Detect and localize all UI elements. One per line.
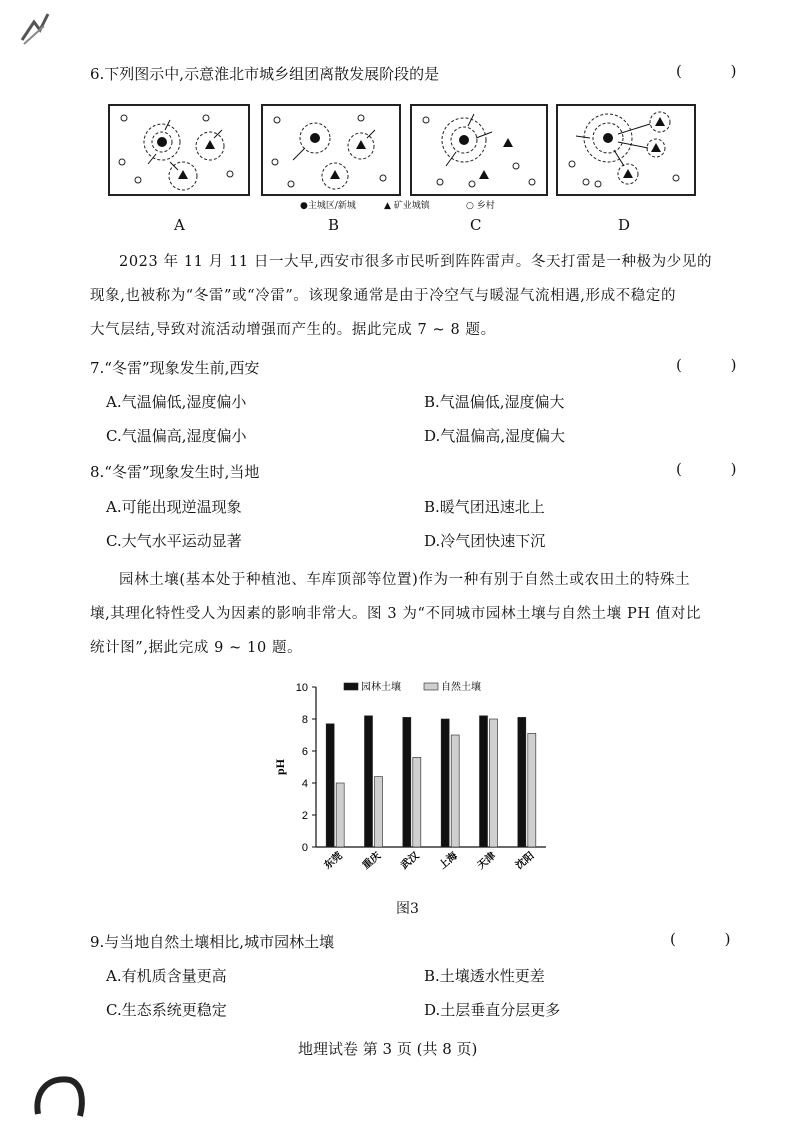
q7-option-a: A.气温偏低,湿度偏小	[106, 393, 247, 411]
q7-option-c: C.气温偏高,湿度偏小	[106, 427, 247, 445]
bar-natural	[451, 735, 459, 847]
q6-panel-c	[410, 104, 548, 196]
q8-answer-paren: ( )	[676, 460, 759, 478]
q9-option-b: B.土壤透水性更差	[424, 967, 545, 985]
q6-legend-village: ○ 乡村	[466, 201, 495, 211]
y-tick-label: 4	[301, 778, 308, 790]
y-tick-label: 6	[301, 746, 308, 758]
ph-chart	[270, 676, 560, 886]
passage1-line2: 现象,也被称为“冬雷”或“冷雷”。该现象通常是由于冷空气与暖湿气流相遇,形成不稳定的	[90, 288, 677, 304]
y-axis-label: pH	[273, 758, 287, 776]
bar-garden	[403, 717, 411, 847]
passage2-line2: 壤,其理化特性受人为因素的影响非常大。图 3 为“不同城市园林土壤与自然土壤 PH 值对比	[90, 606, 702, 622]
q6-panel-b	[261, 104, 401, 196]
y-tick-label: 10	[295, 682, 308, 694]
bar-natural	[375, 777, 383, 847]
bar-natural	[490, 719, 498, 847]
legend-swatch	[424, 683, 438, 690]
q8-option-a: A.可能出现逆温现象	[106, 498, 242, 516]
bar-natural	[336, 783, 344, 847]
x-tick-label: 上海	[437, 850, 460, 872]
chart-caption: 图3	[396, 901, 419, 917]
q6-label-d: D	[618, 216, 631, 234]
x-tick-label: 沈阳	[514, 850, 537, 872]
q9-text: 9.与当地自然土壤相比,城市园林土壤	[90, 933, 335, 951]
bar-garden	[365, 716, 373, 847]
q8-text: 8.“冬雷”现象发生时,当地	[90, 463, 260, 481]
q9-option-a: A.有机质含量更高	[106, 967, 227, 985]
page-footer: 地理试卷 第 3 页 (共 8 页)	[298, 1040, 478, 1058]
q6-text: 6.下列图示中,示意淮北市城乡组团离散发展阶段的是	[90, 65, 440, 83]
x-tick-label: 天津	[475, 850, 499, 872]
q6-legend-main-city: ●主城区/新城	[300, 201, 356, 211]
bar-garden	[518, 717, 526, 847]
passage2-line1: 园林土壤(基本处于种植池、车库顶部等位置)作为一种有别于自然土或农田土的特殊土	[119, 572, 691, 588]
y-tick-label: 2	[301, 810, 308, 822]
bar-natural	[528, 733, 536, 847]
q6-label-a: A	[174, 216, 185, 234]
q6-label-b: B	[328, 216, 340, 234]
bar-garden	[480, 716, 488, 847]
q7-option-d: D.气温偏高,湿度偏大	[424, 427, 566, 445]
q6-panel-a	[108, 104, 250, 196]
q6-panel-d	[556, 104, 696, 196]
q7-option-b: B.气温偏低,湿度偏大	[424, 393, 565, 411]
passage1-line3: 大气层结,导致对流活动增强而产生的。据此完成 7 ~ 8 题。	[90, 322, 496, 338]
bar-garden	[441, 719, 449, 847]
y-tick-label: 0	[301, 842, 308, 854]
legend-label: 园林土壤	[361, 682, 401, 693]
q6-label-c: C	[470, 216, 482, 234]
bar-garden	[326, 724, 334, 847]
q8-option-c: C.大气水平运动显著	[106, 532, 242, 550]
scan-mark-top	[14, 8, 64, 48]
q9-option-c: C.生态系统更稳定	[106, 1001, 227, 1019]
bar-natural	[413, 757, 421, 847]
q8-option-b: B.暖气团迅速北上	[424, 498, 545, 516]
q7-text: 7.“冬雷”现象发生前,西安	[90, 359, 260, 377]
legend-label: 自然土壤	[441, 682, 481, 693]
x-tick-label: 武汉	[399, 850, 422, 872]
x-tick-label: 重庆	[360, 850, 384, 872]
q9-option-d: D.土层垂直分层更多	[424, 1001, 561, 1019]
q9-answer-paren: ( )	[670, 930, 753, 948]
q7-answer-paren: ( )	[676, 356, 759, 374]
y-tick-label: 8	[301, 714, 308, 726]
q8-option-d: D.冷气团快速下沉	[424, 532, 546, 550]
passage2-line3: 统计图”,据此完成 9 ~ 10 题。	[90, 640, 303, 656]
passage1-line1: 2023 年 11 月 11 日一大早,西安市很多市民听到阵阵雷声。冬天打雷是一种极为少见的	[119, 254, 713, 270]
q6-answer-paren: ( )	[676, 62, 759, 80]
x-tick-label: 东莞	[322, 850, 345, 872]
legend-swatch	[344, 683, 358, 690]
q6-legend-mining-town: ▲ 矿业城镇	[384, 201, 430, 211]
scan-mark-bottom	[30, 1070, 90, 1120]
